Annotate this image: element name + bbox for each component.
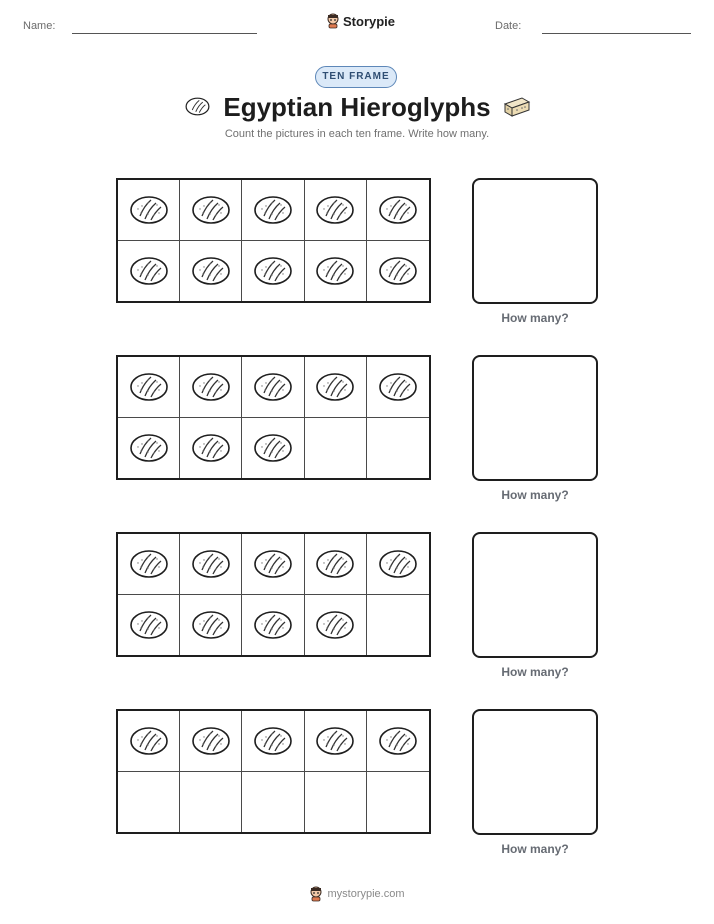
bread-loaf-icon bbox=[378, 548, 418, 580]
answer-box-1[interactable] bbox=[472, 178, 598, 304]
ten-frame-cell-filled bbox=[180, 357, 242, 418]
instructions: Count the pictures in each ten frame. Write how many. bbox=[224, 128, 490, 140]
bread-loaf-icon bbox=[253, 725, 293, 757]
bread-loaf-icon bbox=[253, 194, 293, 226]
ten-frame-cell-filled bbox=[242, 711, 304, 772]
ten-frame-cell-filled bbox=[118, 595, 180, 656]
how-many-label-3: How many? bbox=[501, 665, 569, 679]
brand-name: Storypie bbox=[343, 13, 396, 29]
ten-frame-cell-filled bbox=[305, 595, 367, 656]
ten-frame-cell-empty bbox=[305, 772, 367, 833]
ten-frame-cell-filled bbox=[367, 357, 429, 418]
bread-loaf-icon bbox=[315, 609, 355, 641]
ten-frame-cell-filled bbox=[118, 711, 180, 772]
ten-frame-cell-empty bbox=[118, 772, 180, 833]
bread-loaf-icon bbox=[129, 432, 169, 464]
ten-frame-4 bbox=[116, 709, 431, 834]
bread-loaf-icon bbox=[191, 255, 231, 287]
bread-loaf-icon bbox=[253, 548, 293, 580]
ten-frame-cell-filled bbox=[242, 418, 304, 479]
ten-frame-3 bbox=[116, 532, 431, 657]
answer-box-3[interactable] bbox=[472, 532, 598, 658]
ten-frame-cell-filled bbox=[242, 534, 304, 595]
ten-frame-cell-filled bbox=[242, 180, 304, 241]
ten-frame-cell-empty bbox=[367, 772, 429, 833]
ten-frame-badge: TEN FRAME bbox=[315, 66, 397, 88]
bread-loaf-icon bbox=[191, 432, 231, 464]
footer bbox=[0, 886, 714, 902]
bread-loaf-icon bbox=[315, 255, 355, 287]
storypie-mascot-icon bbox=[309, 886, 323, 902]
ten-frame-cell-filled bbox=[305, 357, 367, 418]
ten-frame-cell-filled bbox=[367, 711, 429, 772]
ten-frame-cell-filled bbox=[305, 180, 367, 241]
bread-loaf-icon bbox=[129, 548, 169, 580]
bread-loaf-icon bbox=[378, 255, 418, 287]
how-many-label-2: How many? bbox=[501, 488, 569, 502]
date-line[interactable] bbox=[542, 33, 691, 34]
ten-frame-cell-filled bbox=[118, 418, 180, 479]
ten-frame-cell-empty bbox=[242, 772, 304, 833]
ten-frame-cell-filled bbox=[118, 241, 180, 302]
storypie-mascot-icon bbox=[326, 13, 340, 29]
ten-frame-cell-empty bbox=[180, 772, 242, 833]
ten-frame-cell-filled bbox=[180, 180, 242, 241]
bread-loaf-icon bbox=[129, 255, 169, 287]
ten-frame-cell-filled bbox=[367, 180, 429, 241]
ten-frame-cell-filled bbox=[242, 357, 304, 418]
stone-block-icon bbox=[501, 95, 531, 119]
ten-frame-cell-filled bbox=[118, 357, 180, 418]
ten-frame-cell-filled bbox=[180, 241, 242, 302]
bread-loaf-icon bbox=[253, 371, 293, 403]
ten-frame-2 bbox=[116, 355, 431, 480]
bread-loaf-icon bbox=[253, 432, 293, 464]
bread-loaf-icon bbox=[129, 371, 169, 403]
bread-loaf-icon bbox=[253, 609, 293, 641]
bread-loaf-icon bbox=[378, 194, 418, 226]
footer-url[interactable]: mystorypie.com bbox=[327, 888, 405, 900]
bread-loaf-icon bbox=[191, 371, 231, 403]
ten-frame-cell-filled bbox=[180, 534, 242, 595]
bread-loaf-icon bbox=[315, 194, 355, 226]
name-line[interactable] bbox=[72, 33, 257, 34]
ten-frame-cell-filled bbox=[118, 534, 180, 595]
ten-frame-cell-filled bbox=[180, 418, 242, 479]
bread-loaf-icon bbox=[378, 725, 418, 757]
bread-loaf-icon bbox=[378, 371, 418, 403]
bread-loaf-icon bbox=[315, 371, 355, 403]
ten-frame-cell-filled bbox=[367, 534, 429, 595]
bread-loaf-icon bbox=[253, 255, 293, 287]
answer-box-2[interactable] bbox=[472, 355, 598, 481]
ten-frame-cell-filled bbox=[180, 711, 242, 772]
brand-logo bbox=[326, 13, 395, 29]
ten-frame-cell-filled bbox=[305, 534, 367, 595]
ten-frame-cell-filled bbox=[180, 595, 242, 656]
bread-loaf-icon bbox=[129, 725, 169, 757]
ten-frame-1 bbox=[116, 178, 431, 303]
name-label: Name: bbox=[23, 20, 56, 32]
ten-frame-cell-empty bbox=[305, 418, 367, 479]
page-title: Egyptian Hieroglyphs bbox=[223, 92, 491, 122]
bread-loaf-icon bbox=[191, 725, 231, 757]
ten-frame-cell-filled bbox=[242, 241, 304, 302]
how-many-label-1: How many? bbox=[501, 311, 569, 325]
ten-frame-cell-filled bbox=[118, 180, 180, 241]
bread-loaf-icon bbox=[129, 194, 169, 226]
bread-loaf-icon bbox=[191, 194, 231, 226]
answer-box-4[interactable] bbox=[472, 709, 598, 835]
ten-frame-cell-empty bbox=[367, 418, 429, 479]
ten-frame-cell-empty bbox=[367, 595, 429, 656]
ten-frame-cell-filled bbox=[305, 711, 367, 772]
ten-frame-cell-filled bbox=[242, 595, 304, 656]
bread-loaf-icon bbox=[315, 548, 355, 580]
bread-loaf-icon bbox=[315, 725, 355, 757]
how-many-label-4: How many? bbox=[501, 842, 569, 856]
date-label: Date: bbox=[495, 20, 522, 32]
bread-loaf-icon bbox=[129, 609, 169, 641]
ten-frame-cell-filled bbox=[305, 241, 367, 302]
bread-loaf-icon bbox=[191, 609, 231, 641]
bread-loaf-icon bbox=[191, 548, 231, 580]
ten-frame-cell-filled bbox=[367, 241, 429, 302]
